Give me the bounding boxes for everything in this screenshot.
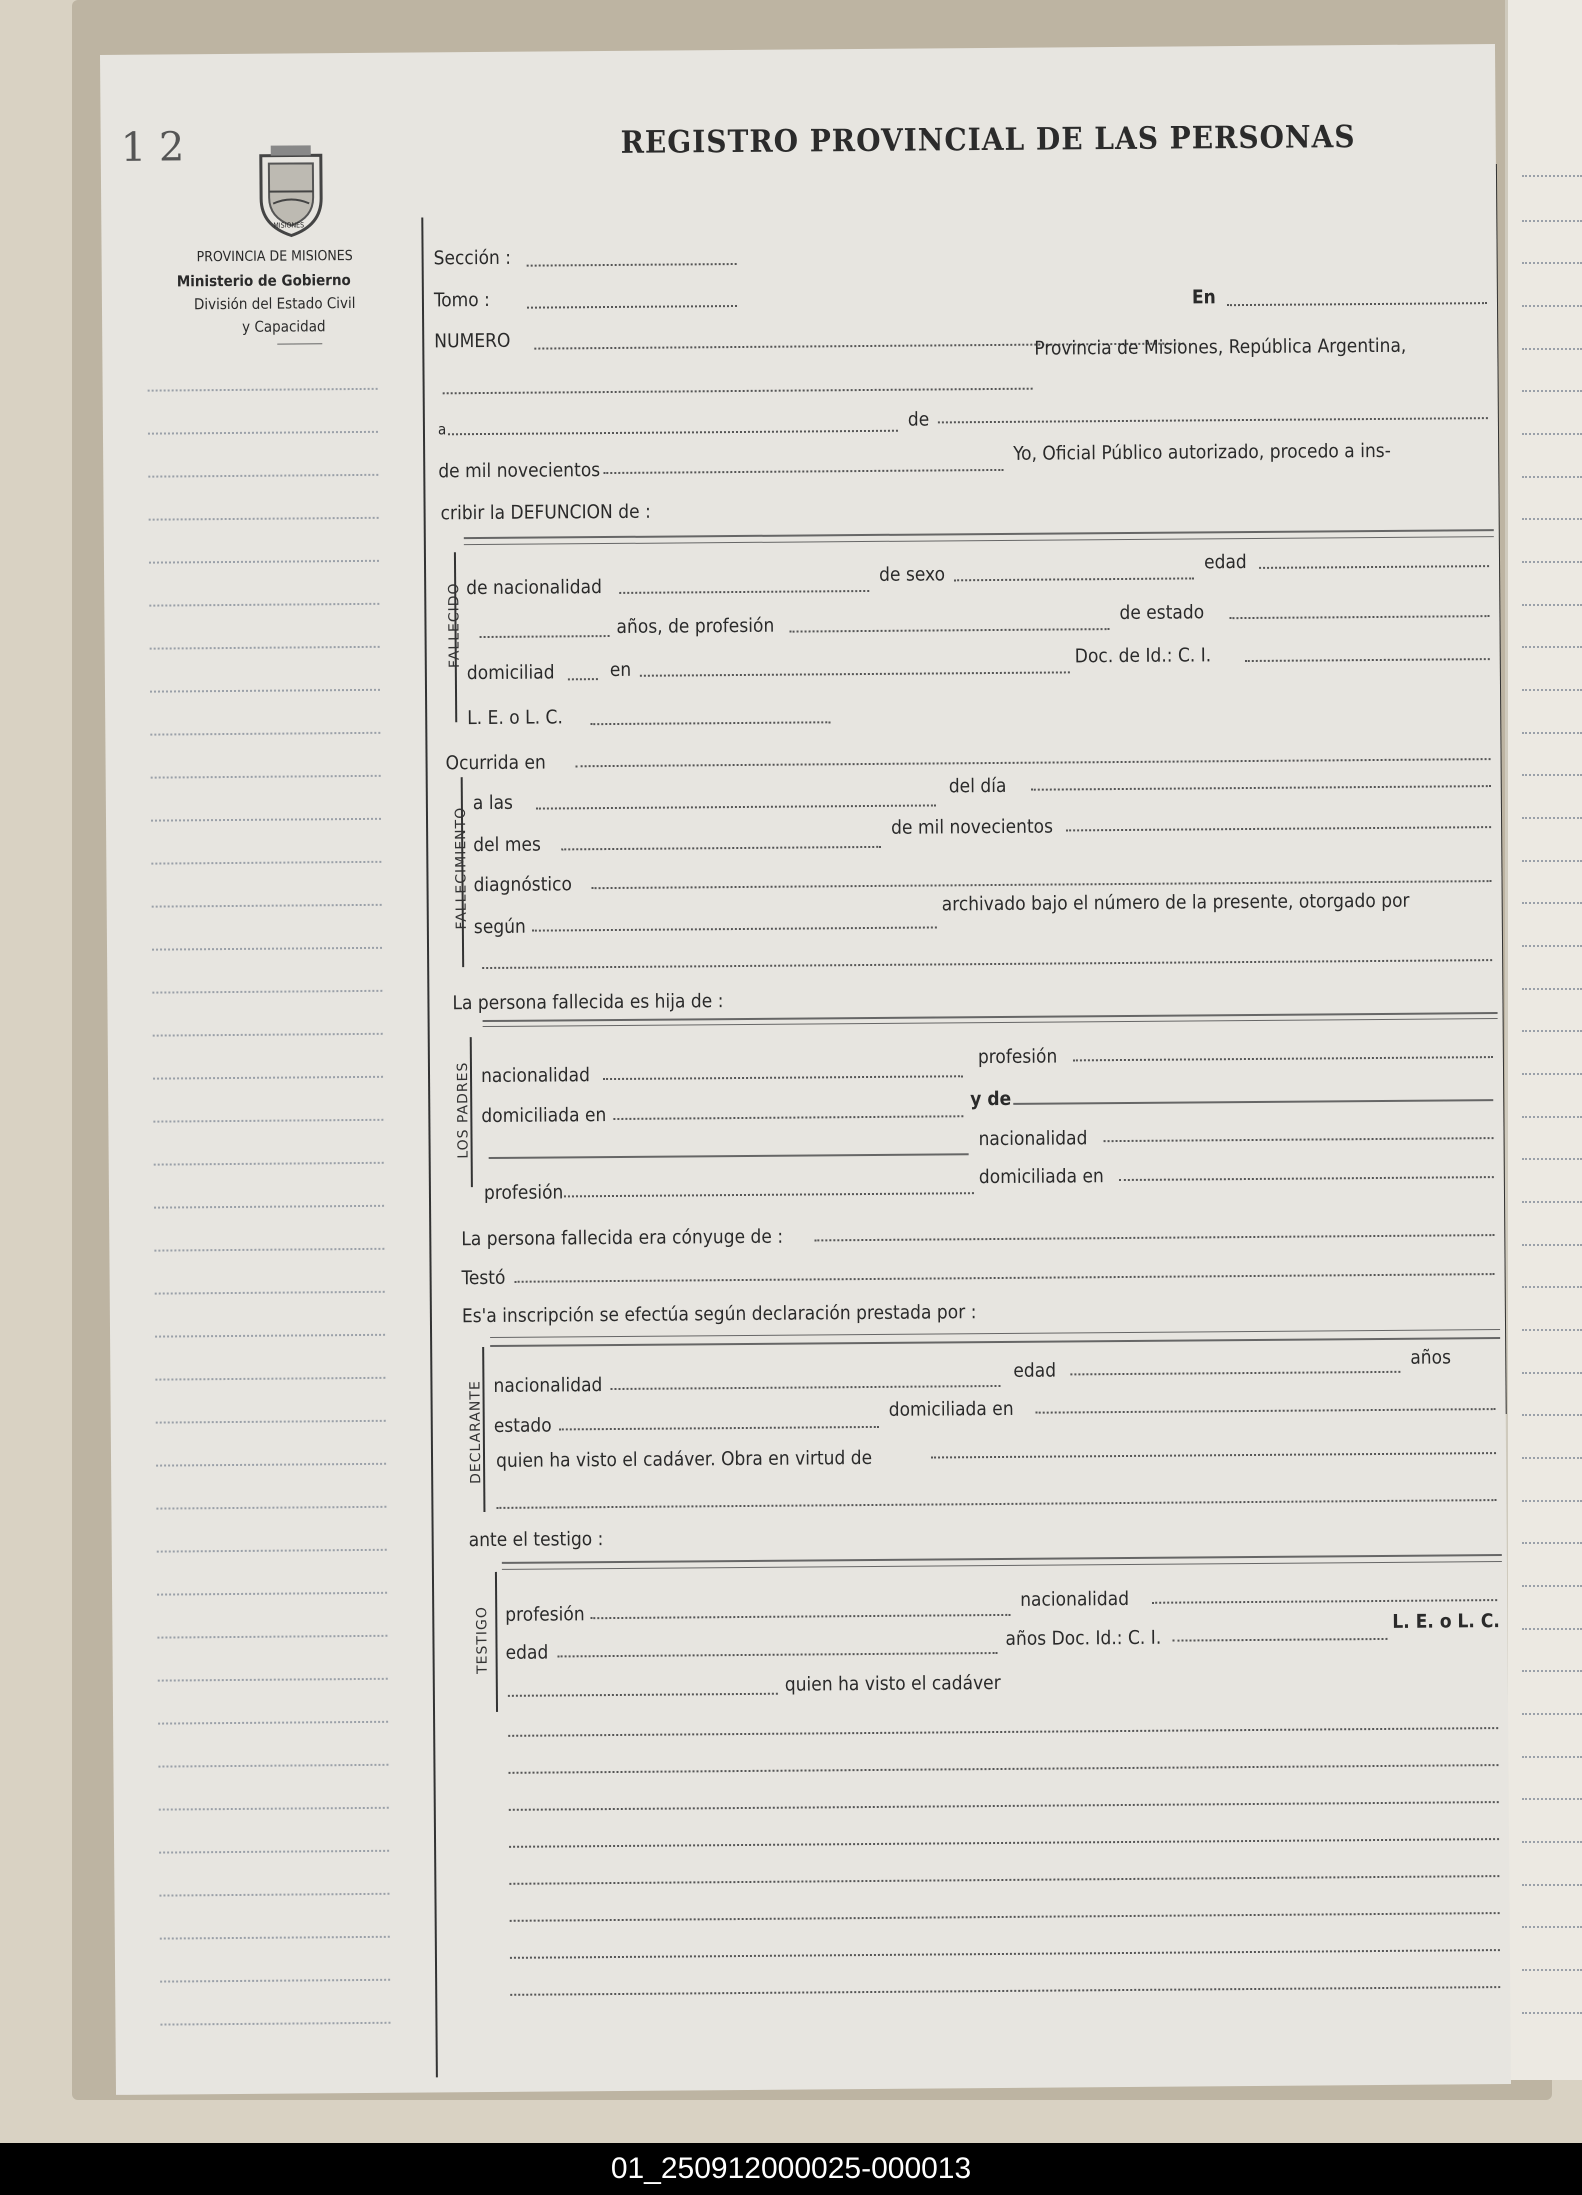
fallecido-nacionalidad-field[interactable] bbox=[619, 590, 869, 594]
diagnostico-field[interactable] bbox=[592, 880, 1492, 889]
section-fallecimiento: FALLECIMIENTO bbox=[452, 806, 470, 930]
seccion-label: Sección : bbox=[433, 246, 512, 270]
del-dia-label: del día bbox=[948, 774, 1007, 798]
declarante-domiciliada-label: domiciliada en bbox=[888, 1397, 1014, 1421]
testigo-intro: ante el testigo : bbox=[468, 1528, 604, 1552]
provincia-text: Provincia de Misiones, República Argentina, bbox=[1034, 334, 1407, 360]
testigo-nacionalidad-field[interactable] bbox=[1152, 1599, 1497, 1604]
padres-name-line[interactable] bbox=[483, 1012, 1498, 1022]
declarante-domiciliada-field[interactable] bbox=[1036, 1408, 1496, 1414]
padre-profesion-field[interactable] bbox=[1073, 1056, 1493, 1061]
fallecido-estado-label: de estado bbox=[1119, 601, 1205, 625]
conyuge-field[interactable] bbox=[814, 1234, 1494, 1241]
a-las-field[interactable] bbox=[536, 804, 936, 809]
conyuge-label: La persona fallecida era cónyuge de : bbox=[461, 1225, 784, 1251]
fallecido-anos-field[interactable] bbox=[480, 635, 610, 638]
fallecido-anos-profesion-label: años, de profesión bbox=[616, 614, 775, 638]
testigo-visto-text: quien ha visto el cadáver bbox=[784, 1671, 1001, 1696]
provincia-field[interactable] bbox=[443, 388, 1033, 395]
declarante-name-line[interactable] bbox=[490, 1329, 1500, 1338]
testigo-name-field[interactable] bbox=[508, 1693, 778, 1697]
testo-label: Testó bbox=[461, 1266, 506, 1290]
fallecido-sexo-field[interactable] bbox=[954, 577, 1194, 581]
fallecido-edad-field[interactable] bbox=[1259, 565, 1489, 569]
fallecido-le-field[interactable] bbox=[590, 721, 830, 725]
otorgado-field[interactable] bbox=[482, 959, 1492, 969]
madre-profesion-field[interactable] bbox=[564, 1192, 974, 1197]
seccion-field[interactable] bbox=[527, 263, 737, 267]
section-declarante: DECLARANTE bbox=[467, 1380, 485, 1485]
org-line-3: División del Estado Civil bbox=[193, 294, 356, 314]
tomo-field[interactable] bbox=[527, 305, 737, 309]
madre-nacionalidad-label: nacionalidad bbox=[978, 1127, 1088, 1151]
declarante-edad-field[interactable] bbox=[1070, 1371, 1400, 1376]
seal-text: MISIONES bbox=[273, 221, 305, 230]
de-label: de bbox=[907, 408, 930, 431]
testigo-edad-label: edad bbox=[505, 1641, 549, 1664]
declarante-estado-label: estado bbox=[493, 1414, 552, 1437]
a-label: a bbox=[437, 420, 447, 439]
declarante-nacionalidad-label: nacionalidad bbox=[493, 1374, 603, 1397]
de-field[interactable] bbox=[938, 417, 1488, 423]
fallecido-nacionalidad-label: de nacionalidad bbox=[466, 576, 602, 600]
padre-nacionalidad-field[interactable] bbox=[603, 1075, 963, 1080]
stub-divider bbox=[421, 217, 438, 2077]
declarante-visto-text: quien ha visto el cadáver. Obra en virtud de bbox=[495, 1446, 873, 1472]
en-field[interactable] bbox=[1227, 302, 1487, 306]
section-fallecido: FALLECIDO bbox=[446, 582, 463, 669]
diagnostico-label: diagnóstico bbox=[473, 873, 573, 897]
madre-name-line-2[interactable] bbox=[489, 1153, 969, 1159]
declarante-nacionalidad-field[interactable] bbox=[610, 1385, 1000, 1390]
form-page bbox=[100, 44, 1511, 2095]
testigo-profesion-field[interactable] bbox=[590, 1614, 1010, 1619]
mil-field[interactable] bbox=[603, 469, 1003, 474]
fallecido-profesion-field[interactable] bbox=[790, 628, 1110, 633]
fallecido-domicilio-field[interactable] bbox=[640, 671, 1070, 676]
del-mes-label: del mes bbox=[473, 833, 541, 857]
fallecido-doc-field[interactable] bbox=[1245, 658, 1490, 662]
declarante-extra-field[interactable] bbox=[496, 1499, 1496, 1509]
image-id-bar bbox=[0, 2143, 1582, 2195]
testigo-doc-field[interactable] bbox=[1172, 1638, 1387, 1642]
padre-domiciliada-field[interactable] bbox=[613, 1115, 963, 1120]
ocurrida-field[interactable] bbox=[576, 758, 1491, 767]
a-las-label: a las bbox=[472, 791, 514, 815]
org-line-4: y Capacidad bbox=[242, 317, 326, 336]
declarante-estado-field[interactable] bbox=[559, 1426, 879, 1431]
y-de-label: y de bbox=[970, 1087, 1012, 1111]
testigo-nacionalidad-label: nacionalidad bbox=[1020, 1587, 1130, 1611]
section-los-padres: LOS PADRES bbox=[454, 1061, 472, 1159]
ocurrida-label: Ocurrida en bbox=[445, 751, 546, 775]
inscripcion-text: Es'a inscripción se efectúa según declaración prestada por : bbox=[461, 1301, 977, 1328]
yo-text: Yo, Oficial Público autorizado, procedo a ins- bbox=[1013, 439, 1391, 465]
next-page-edge bbox=[1505, 0, 1582, 2080]
del-mes-field[interactable] bbox=[561, 846, 881, 851]
madre-nacionalidad-field[interactable] bbox=[1104, 1137, 1494, 1142]
fallecido-doc-label: Doc. de Id.: C. I. bbox=[1074, 644, 1212, 668]
padre-nacionalidad-label: nacionalidad bbox=[480, 1064, 591, 1088]
org-line-2: Ministerio de Gobierno bbox=[176, 271, 351, 291]
del-dia-field[interactable] bbox=[1031, 785, 1491, 791]
en-label: En bbox=[1191, 286, 1216, 309]
testigo-anos-doc-label: años Doc. Id.: C. I. bbox=[1005, 1626, 1162, 1650]
fallecido-le-label: L. E. o L. C. bbox=[467, 706, 563, 730]
obra-virtud-field[interactable] bbox=[931, 1452, 1496, 1458]
declarante-anos-label: años bbox=[1410, 1346, 1452, 1369]
page-title: REGISTRO PROVINCIAL DE LAS PERSONAS bbox=[620, 118, 1356, 161]
fallecido-sexo-label: de sexo bbox=[879, 563, 946, 586]
testigo-edad-field[interactable] bbox=[558, 1652, 998, 1657]
corner-number: 1 2 bbox=[120, 124, 185, 171]
madre-name-field[interactable] bbox=[1013, 1099, 1493, 1105]
padre-domiciliada-label: domiciliada en bbox=[481, 1104, 607, 1128]
madre-profesion-label: profesión bbox=[483, 1181, 564, 1205]
padres-intro: La persona fallecida es hija de : bbox=[452, 990, 724, 1015]
fallecido-domicilio-label: domiciliad bbox=[466, 661, 555, 685]
declarante-edad-label: edad bbox=[1013, 1359, 1057, 1382]
tomo-label: Tomo : bbox=[433, 288, 490, 312]
fallecido-edad-label: edad bbox=[1203, 551, 1247, 574]
fallecido-en-label: en bbox=[609, 658, 632, 682]
archivado-text: archivado bajo el número de la presente, otorgado por bbox=[941, 889, 1410, 916]
org-line-1: PROVINCIA DE MISIONES bbox=[196, 248, 353, 266]
segun-label: según bbox=[473, 915, 526, 939]
mil-label: de mil novecientos bbox=[438, 459, 601, 483]
a-field[interactable] bbox=[448, 430, 898, 436]
padre-profesion-label: profesión bbox=[977, 1045, 1058, 1069]
madre-domiciliada-field[interactable] bbox=[1119, 1176, 1494, 1181]
numero-label: NUMERO bbox=[434, 329, 511, 353]
inscribir-text: cribir la DEFUNCION de : bbox=[440, 500, 651, 525]
testigo-le-label: L. E. o L. C. bbox=[1392, 1610, 1500, 1633]
testigo-profesion-label: profesión bbox=[505, 1603, 585, 1626]
fallecimiento-mil-label: de mil novecientos bbox=[891, 815, 1054, 839]
image-id-label: 01_250912000025-000013 bbox=[610, 2152, 972, 2185]
segun-field[interactable] bbox=[532, 926, 937, 931]
testo-field[interactable] bbox=[515, 1273, 1495, 1283]
fallecimiento-mil-field[interactable] bbox=[1066, 826, 1491, 831]
section-testigo: TESTIGO bbox=[474, 1606, 491, 1675]
fallecido-estado-field[interactable] bbox=[1229, 615, 1489, 619]
madre-domiciliada-label: domiciliada en bbox=[978, 1165, 1104, 1189]
